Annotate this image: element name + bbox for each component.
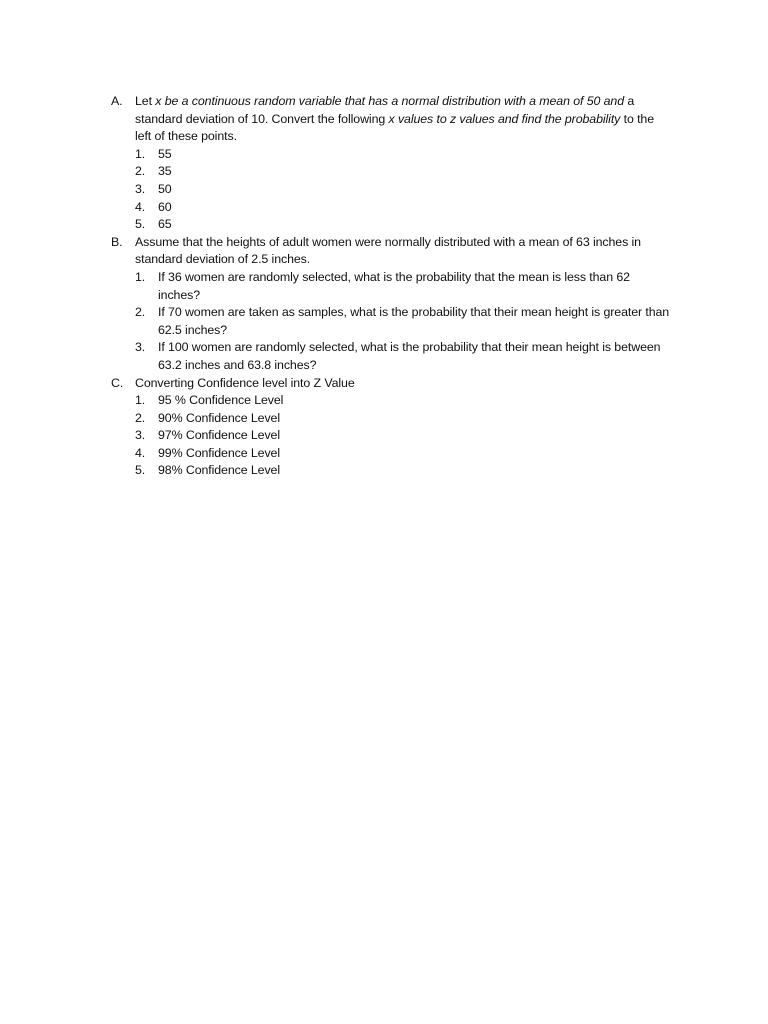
list-item-text: If 100 women are randomly selected, what is the probability that their mean height is between 63.2 inches and 63.8 inches? bbox=[158, 340, 661, 372]
list-item-number: 3. bbox=[135, 181, 146, 196]
list-item-text: 50 bbox=[158, 181, 172, 196]
list-item-number: 5. bbox=[135, 463, 146, 478]
list-item-number: 4. bbox=[135, 445, 146, 460]
text-part: Assume that the heights of adult women were normally distributed with a mean of 63 inches in standard deviation of 2.5 inches. bbox=[135, 234, 641, 267]
section-text bbox=[135, 375, 671, 393]
list-item-number: 3. bbox=[135, 340, 146, 355]
list-item bbox=[135, 304, 671, 339]
list-item-number: 2. bbox=[135, 410, 146, 425]
section-text bbox=[135, 234, 671, 269]
list-item bbox=[135, 199, 671, 217]
list-item-text: If 70 women are taken as samples, what is the probability that their mean height is greater than 62.5 inches? bbox=[158, 305, 670, 337]
list-item bbox=[135, 392, 671, 410]
section-a-list bbox=[135, 146, 671, 234]
list-item-number: 2. bbox=[135, 305, 146, 320]
list-item bbox=[135, 163, 671, 181]
section-letter: B. bbox=[111, 234, 123, 249]
list-item-text: 99% Confidence Level bbox=[158, 445, 280, 460]
list-item bbox=[135, 181, 671, 199]
list-item bbox=[135, 427, 671, 445]
section-text bbox=[135, 93, 671, 146]
section-letter: C. bbox=[111, 375, 124, 390]
list-item bbox=[135, 269, 671, 304]
list-item-text: 35 bbox=[158, 164, 172, 179]
text-part-italic: x values to z values and find the probability bbox=[388, 111, 624, 126]
text-part: to the left of these points. bbox=[135, 111, 655, 144]
list-item-text: 55 bbox=[158, 146, 172, 161]
text-part-italic: x be a continuous random variable that has a normal distribution with a mean of 50 and bbox=[155, 94, 628, 108]
list-item-text: 90% Confidence Level bbox=[158, 410, 280, 425]
list-item-number: 2. bbox=[135, 164, 146, 179]
list-item-number: 1. bbox=[135, 269, 146, 284]
section-letter: A. bbox=[111, 94, 123, 108]
list-item bbox=[135, 216, 671, 234]
document-content bbox=[111, 93, 671, 480]
section-a bbox=[111, 93, 671, 234]
list-item-number: 1. bbox=[135, 393, 146, 408]
list-item-text: 97% Confidence Level bbox=[158, 428, 280, 443]
list-item bbox=[135, 410, 671, 428]
list-item-text: 65 bbox=[158, 217, 172, 232]
section-c-list bbox=[135, 392, 671, 480]
list-item bbox=[135, 462, 671, 480]
section-c bbox=[111, 375, 671, 481]
text-part: Converting Confidence level into Z Value bbox=[135, 375, 355, 390]
list-item bbox=[135, 339, 671, 374]
section-b bbox=[111, 234, 671, 375]
text-part: Let bbox=[135, 94, 156, 108]
list-item bbox=[135, 445, 671, 463]
list-item-text: 60 bbox=[158, 199, 172, 214]
list-item-number: 3. bbox=[135, 428, 146, 443]
list-item-text: If 36 women are randomly selected, what is the probability that the mean is less than 62 inches? bbox=[158, 269, 630, 302]
section-b-list bbox=[135, 269, 671, 375]
list-item-text: 98% Confidence Level bbox=[158, 463, 280, 478]
text-part: a standard deviation of 10. Convert the following bbox=[135, 94, 635, 126]
list-item-number: 5. bbox=[135, 217, 146, 232]
list-item-number: 1. bbox=[135, 146, 146, 161]
list-item-number: 4. bbox=[135, 199, 146, 214]
list-item-text: 95 % Confidence Level bbox=[158, 393, 284, 408]
list-item bbox=[135, 146, 671, 164]
